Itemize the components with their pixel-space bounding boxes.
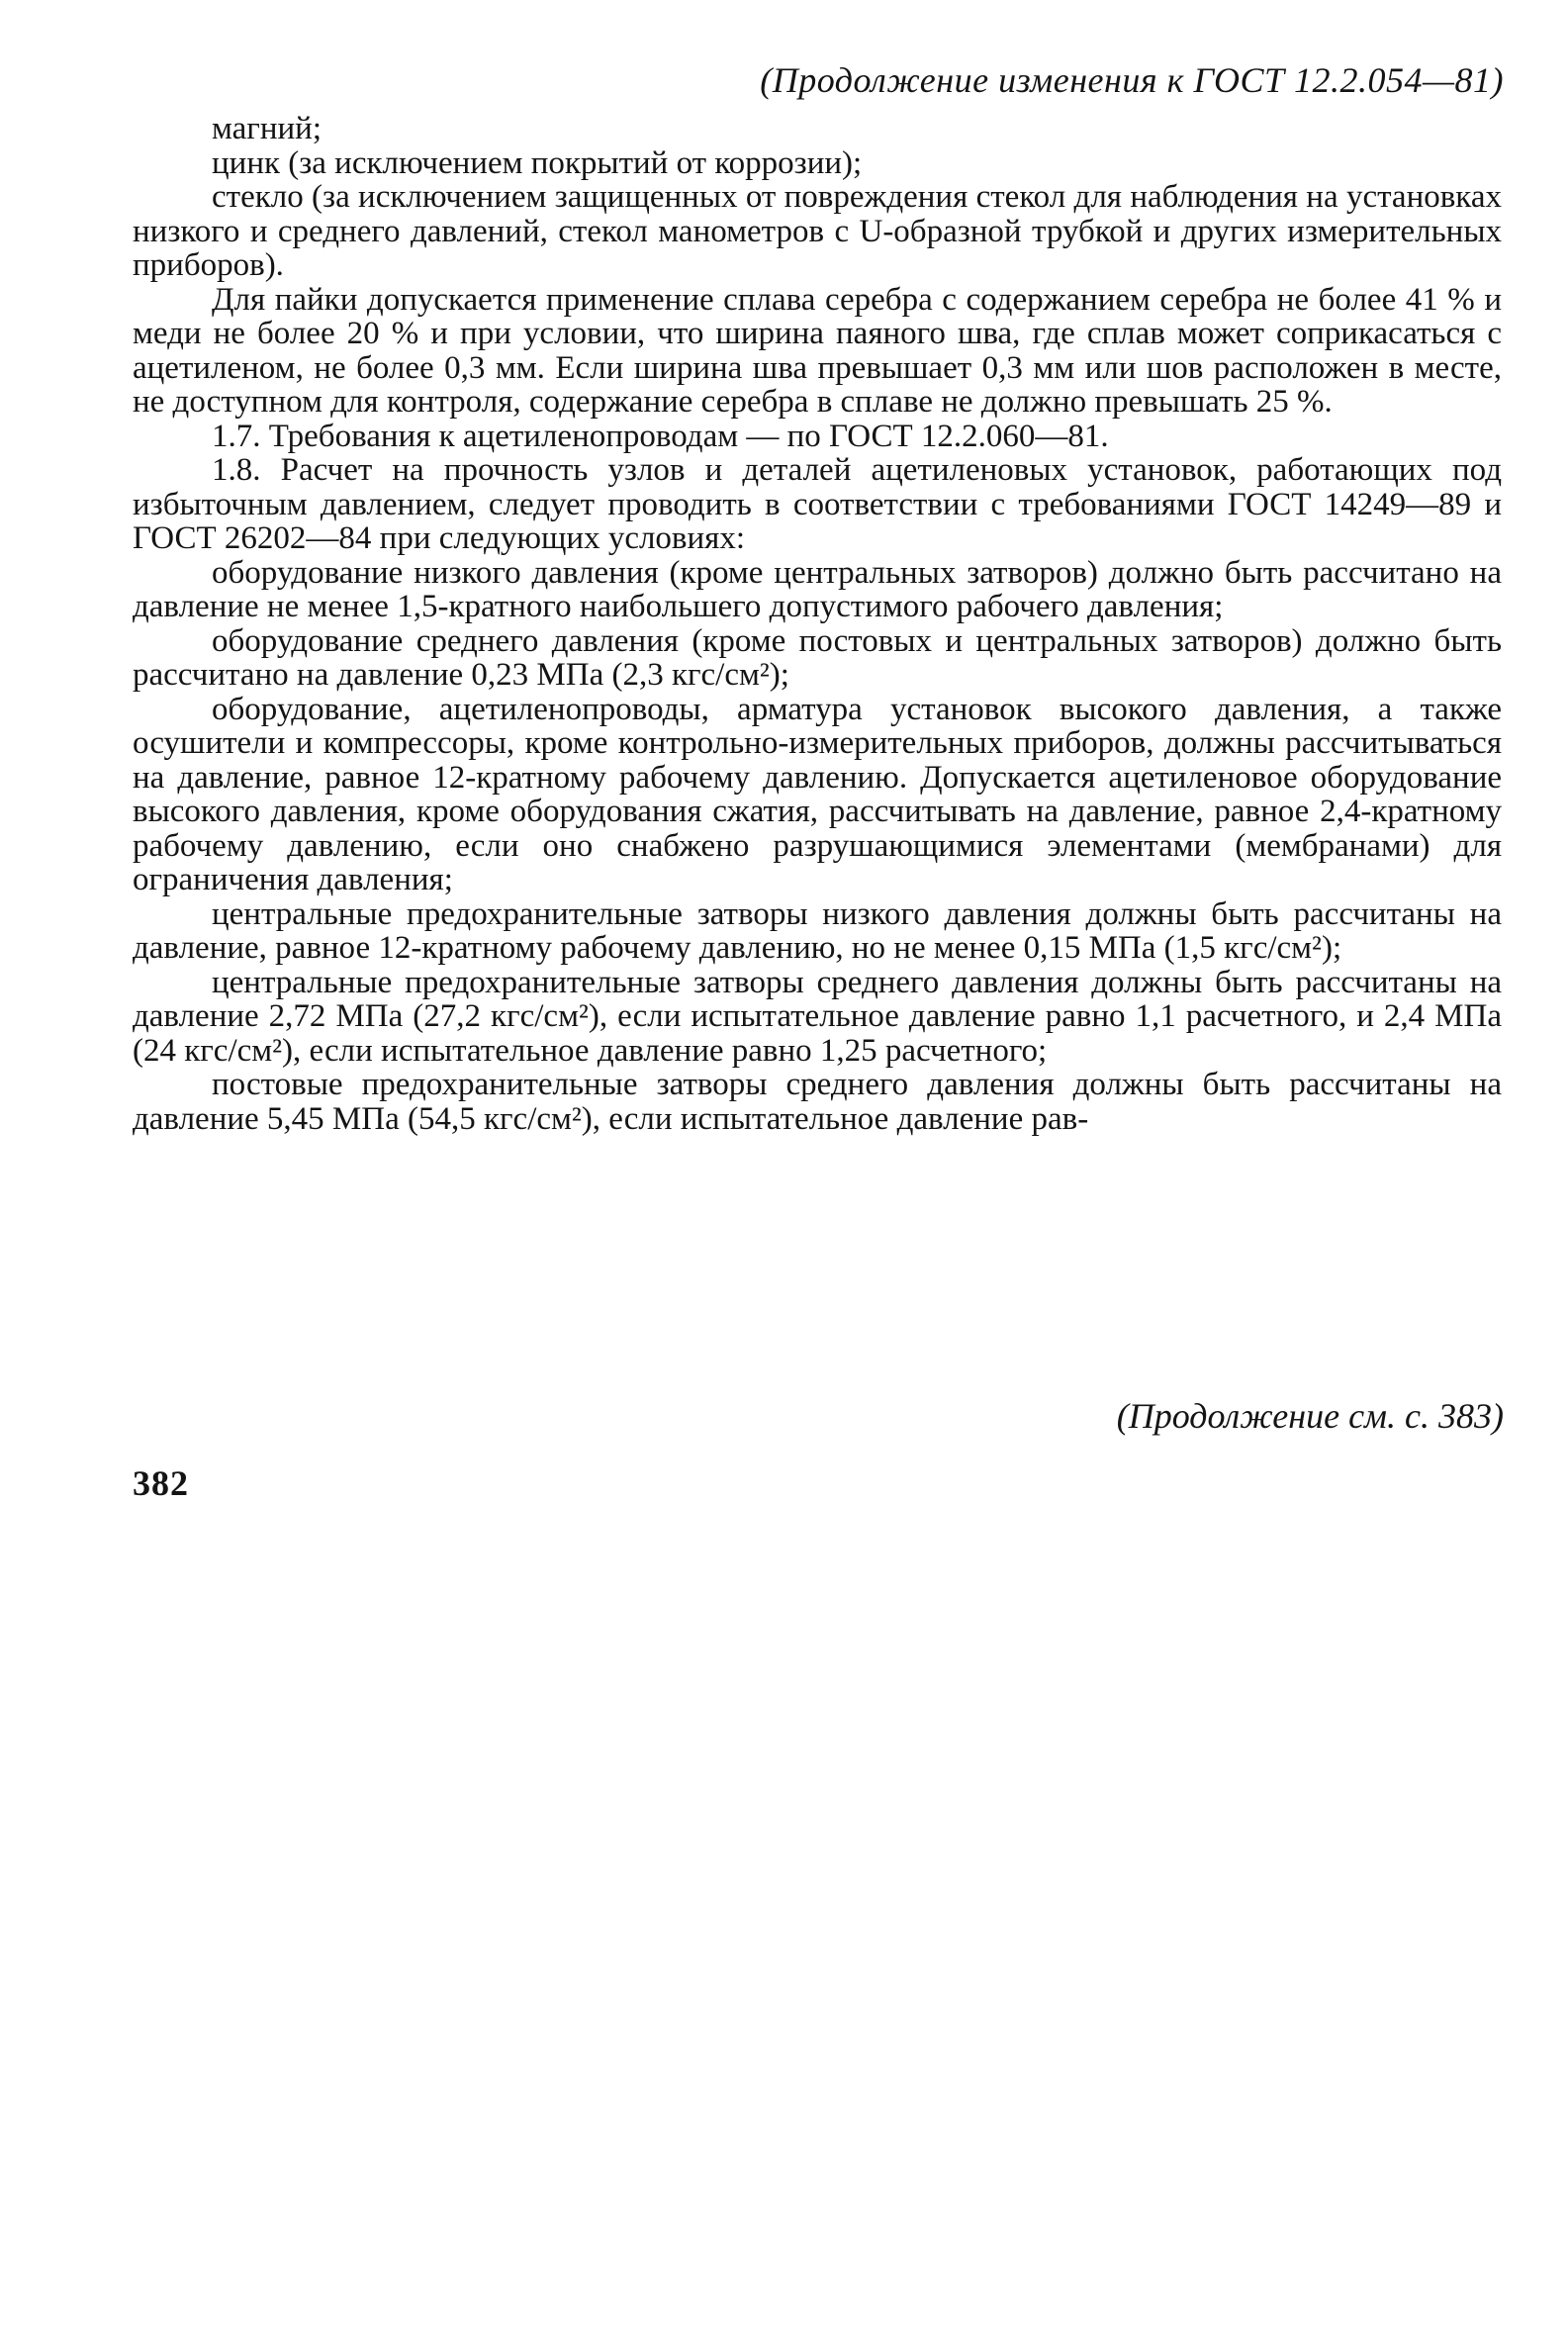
paragraph-1-8: 1.8. Расчет на прочность узлов и деталей ацетиленовых установок, работающих под избыточным давлением, следует проводить в соответствии с требованиями ГОСТ 14249—89 и ГОСТ 26202—84 при следующих условиях: bbox=[133, 452, 1502, 556]
paragraph-low-pressure: оборудование низкого давления (кроме центральных затворов) должно быть рассчитано на давление не менее 1,5-кратного наибольшего допустимого рабочего давления; bbox=[133, 554, 1502, 624]
paragraph-central-medium: центральные предохранительные затворы среднего давления должны быть рассчитаны на давление 2,72 МПа (27,2 кгс/см²), если испытательное давление равно 1,1 расчетного, и 2,4 МПа (24 кгс/см²), если испытательное давление равно 1,25 расчетного; bbox=[133, 964, 1502, 1069]
paragraph-post-medium: постовые предохранительные затворы среднего давления должны быть рассчитаны на давление 5,45 МПа (54,5 кгс/см²), если испытательное давление рав- bbox=[133, 1067, 1502, 1137]
page-number: 382 bbox=[133, 1463, 189, 1503]
document-body bbox=[133, 112, 1502, 1136]
paragraph-1-7: 1.7. Требования к ацетиленопроводам — по ГОСТ 12.2.060—81. bbox=[212, 418, 1109, 454]
continuation-note: (Продолжение см. с. 383) bbox=[1116, 1396, 1504, 1436]
running-header: (Продолжение изменения к ГОСТ 12.2.054—81) bbox=[760, 60, 1504, 100]
paragraph-high-pressure: оборудование, ацетиленопроводы, арматура установок высокого давления, а также осушители и компрессоры, кроме контрольно-измерительных приборов, должны рассчитываться на давление, равное 12-кратному рабочему давлению. Допускается ацетиленовое оборудование высокого давления, кроме оборудования сжатия, рассчитывать на давление, равное 2,4-кратному рабочему давлению, если оно снабжено разрушающимися элементами (мембранами) для ограничения давления; bbox=[133, 691, 1502, 897]
paragraph-medium-pressure: оборудование среднего давления (кроме постовых и центральных затворов) должно быть рассчитано на давление 0,23 МПа (2,3 кгс/см²); bbox=[133, 622, 1502, 693]
paragraph-magnesium: магний; bbox=[212, 111, 322, 146]
paragraph-soldering: Для пайки допускается применение сплава серебра с содержанием серебра не более 41 % и меди не более 20 % и при условии, что ширина паяного шва, где сплав может соприкасаться с ацетиленом, не более 0,3 мм. Если ширина шва превышает 0,3 мм или шов расположен в месте, не доступном для контроля, содержание серебра в сплаве не должно превышать 25 %. bbox=[133, 281, 1502, 420]
paragraph-central-low: центральные предохранительные затворы низкого давления должны быть рассчитаны на давление, равное 12-кратному рабочему давлению, но не менее 0,15 МПа (1,5 кгс/см²); bbox=[133, 895, 1502, 966]
paragraph-zinc: цинк (за исключением покрытий от коррозии); bbox=[212, 144, 863, 181]
paragraph-glass: стекло (за исключением защищенных от повреждения стекол для наблюдения на установках низкого и среднего давлений, стекол манометров с U-образной трубкой и других измерительных приборов). bbox=[133, 179, 1502, 283]
